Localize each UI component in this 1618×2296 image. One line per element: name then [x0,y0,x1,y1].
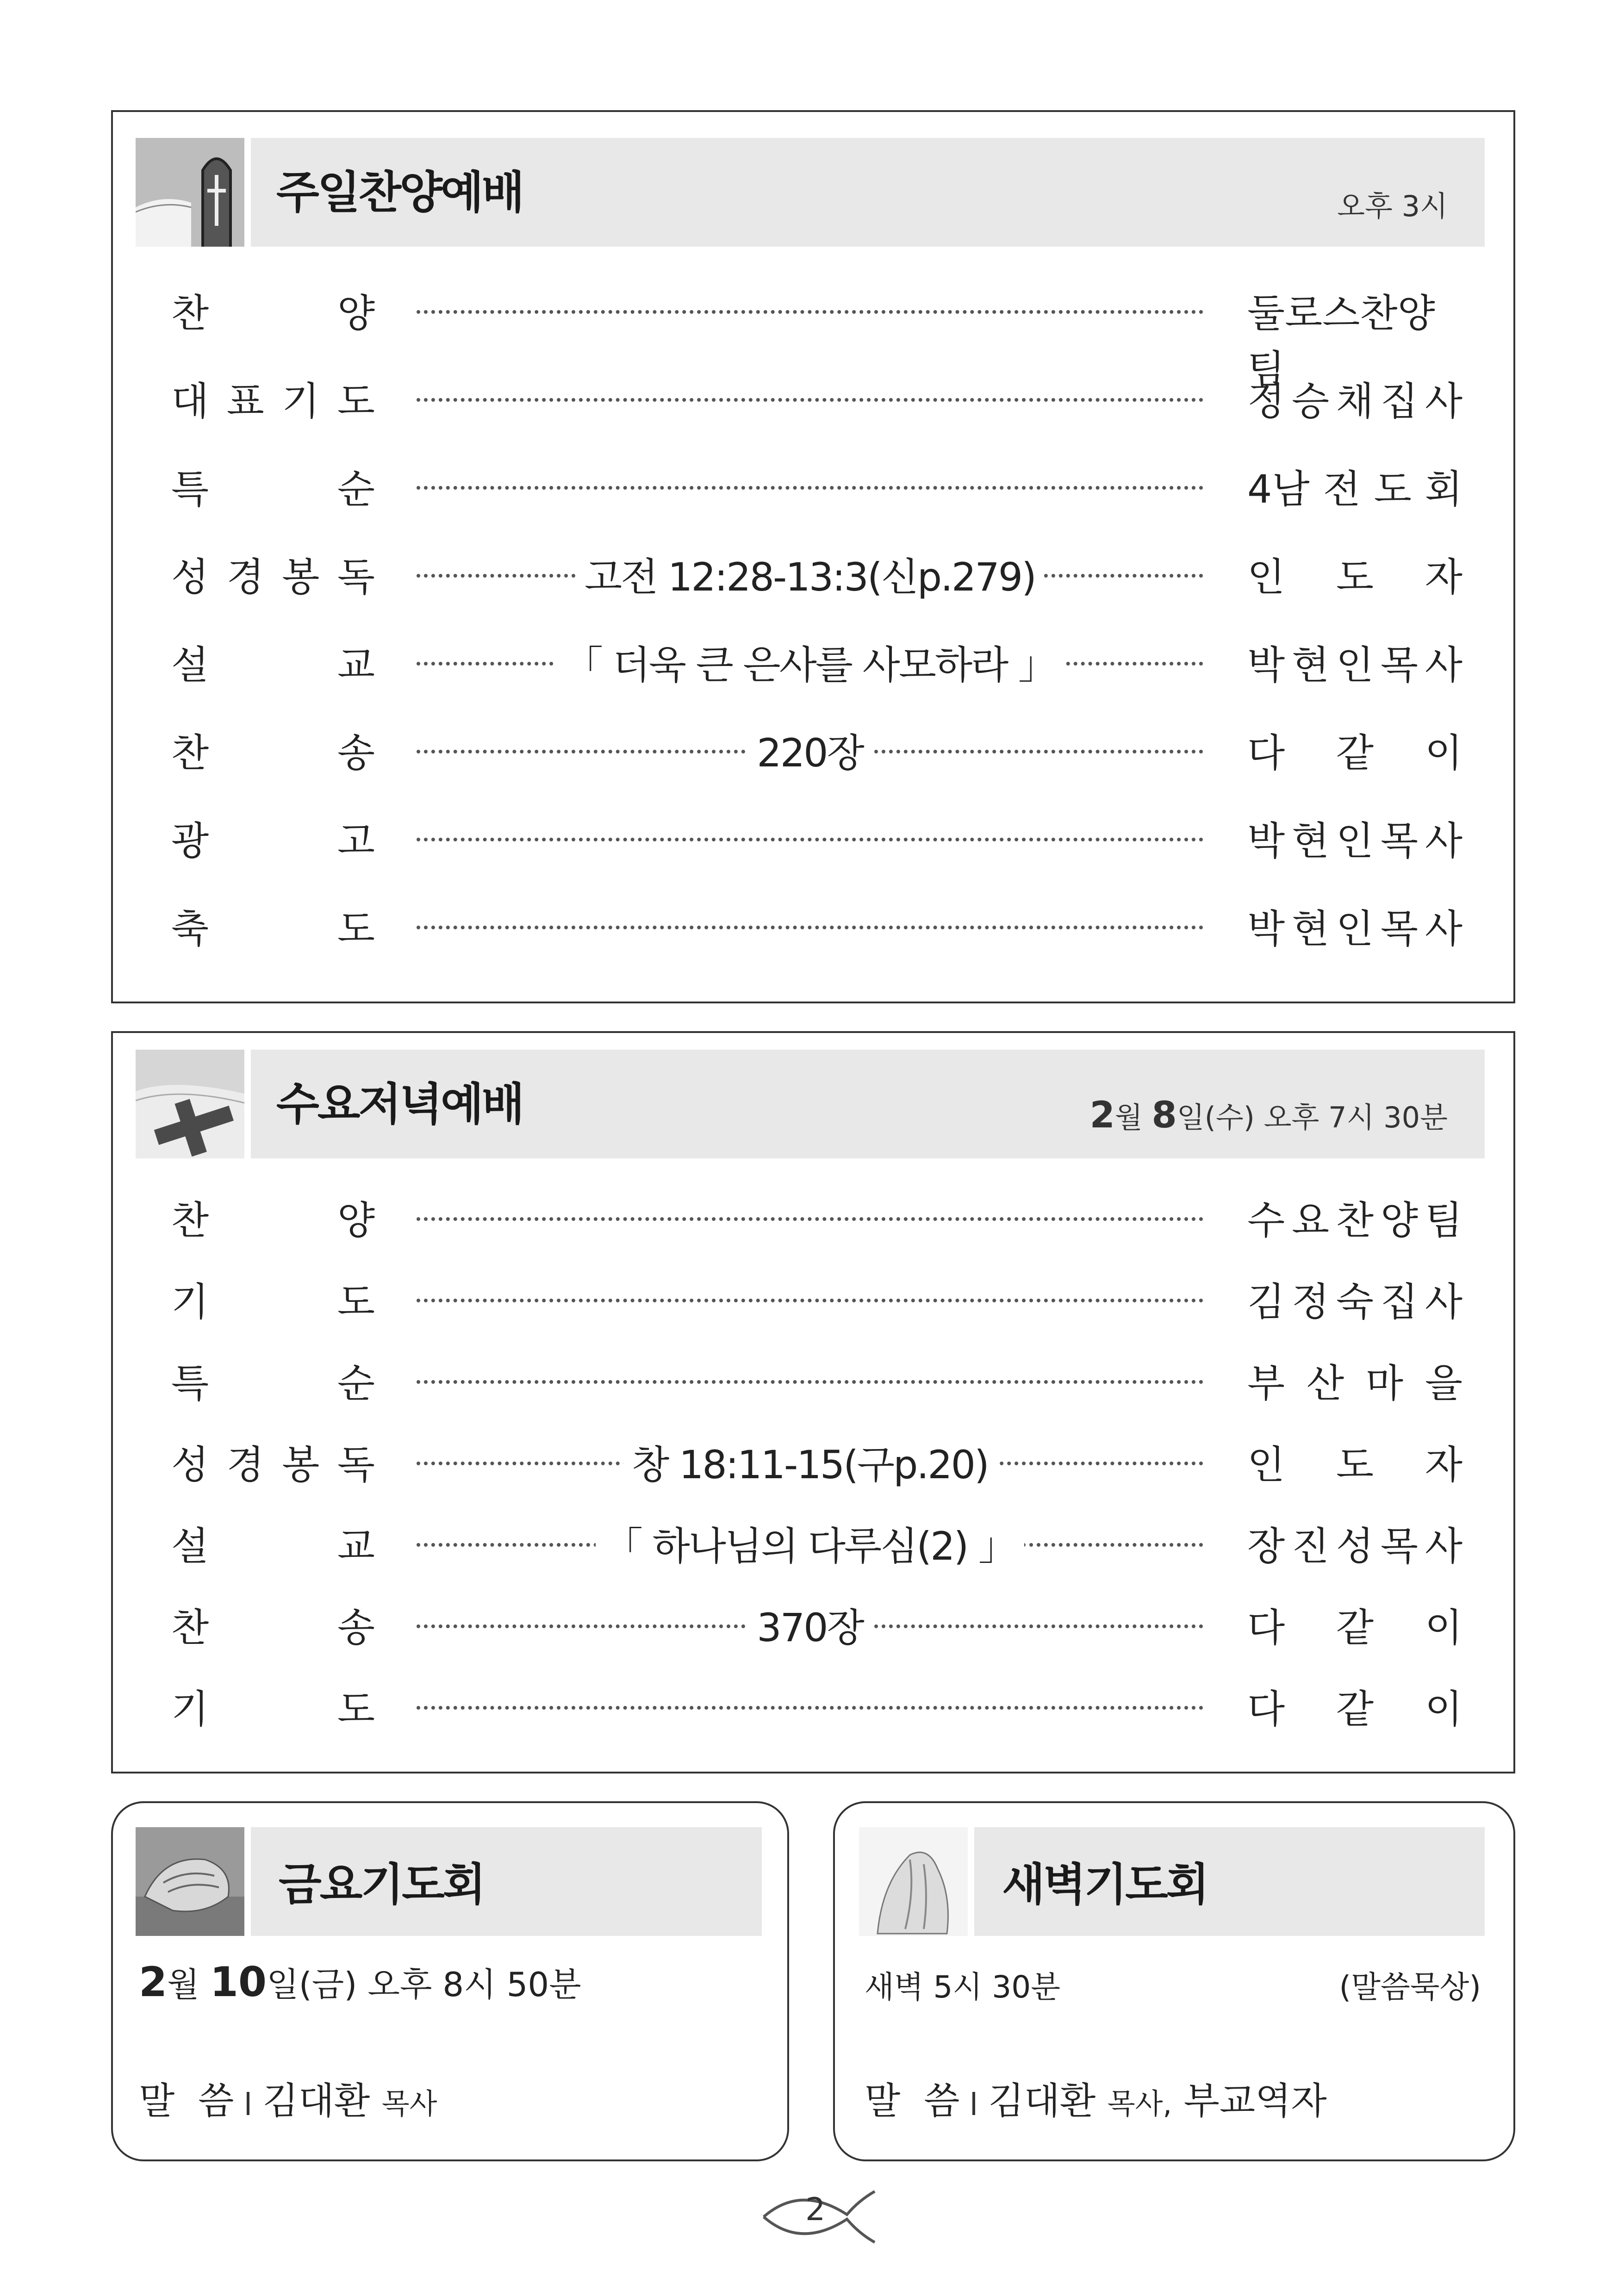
dotted-leader [417,310,1203,314]
order-row [171,458,1467,514]
dawn-prayer-title: 새벽기도회 [1002,1859,1207,1910]
order-detail: 「 하나님의 다루심(2) 」 [417,1515,1203,1571]
order-leader: 박 현 인 목 사 [1247,906,1462,952]
wednesday-title-band [251,1050,1485,1158]
order-label: 특 순 [171,1361,375,1406]
sunday-service-time: 오후 3시 [1337,189,1448,223]
order-leader: 둘로스찬양팀 [1247,291,1435,392]
order-label: 광 고 [171,818,375,864]
order-label: 찬 송 [171,730,375,776]
page-number: 2 [805,2191,826,2228]
order-row [171,1352,1467,1408]
sunday-title-band [251,138,1485,247]
order-row [171,898,1467,953]
order-row [171,1189,1467,1245]
order-label: 찬 송 [171,1605,375,1650]
order-label: 축 도 [171,906,375,952]
folded-hands-photo [859,1827,968,1936]
dawn-prayer-header [859,1827,1485,1936]
order-detail: 고전 12:28-13:3(신p.279) [417,546,1203,602]
friday-title-band [251,1827,762,1936]
order-label: 성 경 봉 독 [171,1442,375,1487]
order-row [171,1515,1467,1571]
dotted-leader [417,926,1203,929]
order-leader: 정 승 채 집 사 [1247,379,1462,424]
dotted-leader [417,1706,1203,1710]
dawn-prayer-speaker: 말 씀 김대환 목사, 부교역자 [865,2079,1327,2122]
dawn-title-band [974,1827,1485,1936]
order-label: 기 도 [171,1686,375,1732]
order-leader: 김 정 숙 집 사 [1247,1279,1462,1325]
wednesday-service-header [136,1050,1485,1158]
order-label: 찬 양 [171,291,375,336]
book-cross-photo [136,138,244,247]
friday-prayer-title: 금요기도회 [279,1859,484,1910]
order-row [171,722,1467,778]
dotted-leader [417,1217,1203,1221]
dawn-prayer-time: 새벽 5시 30분 [865,1969,1060,2005]
order-row [171,1271,1467,1326]
wednesday-service-title: 수요저녁예배 [276,1078,523,1130]
dotted-leader [417,398,1203,402]
order-leader: 4남 전 도 회 [1247,467,1462,512]
order-label: 성 경 봉 독 [171,554,375,600]
dotted-leader [417,486,1203,490]
divider [247,2092,249,2115]
dotted-leader [417,1299,1203,1302]
dotted-leader [417,1380,1203,1384]
wednesday-month: 2 [1089,1095,1115,1136]
wednesday-day: 8 [1151,1095,1177,1136]
order-leader: 박 현 인 목 사 [1247,818,1462,864]
order-label: 대 표 기 도 [171,379,375,424]
order-label: 설 교 [171,642,375,688]
dawn-prayer-note: (말씀묵상) [1339,1969,1481,2005]
sunday-service-header [136,138,1485,247]
order-detail: 「 더욱 큰 은사를 사모하라 」 [417,634,1203,690]
order-leader: 부 산 마 을 [1247,1361,1462,1406]
divider [972,2092,975,2115]
order-row [171,634,1467,690]
sunday-service-title: 주일찬양예배 [276,167,523,218]
order-row [171,810,1467,865]
order-row [171,282,1467,392]
order-label: 기 도 [171,1279,375,1325]
order-row [171,1597,1467,1652]
order-detail: 220장 [417,722,1203,778]
order-leader: 다 같 이 [1247,1605,1462,1650]
order-row [171,370,1467,426]
order-detail: 창 18:11-15(구p.20) [417,1434,1203,1490]
bible-cross-photo [136,1050,244,1158]
dotted-leader [417,838,1203,841]
praying-hands-photo [136,1827,244,1936]
order-leader: 다 같 이 [1247,730,1462,776]
order-leader: 인 도 자 [1247,1442,1462,1487]
page-number-fish [759,2182,879,2252]
order-detail: 370장 [417,1597,1203,1653]
wednesday-service-time: 2월 8일(수) 오후 7시 30분 [1089,1095,1448,1136]
order-leader: 인 도 자 [1247,554,1462,600]
order-row [171,546,1467,602]
order-row [171,1678,1467,1734]
order-label: 설 교 [171,1524,375,1569]
order-leader: 다 같 이 [1247,1686,1462,1732]
order-leader: 수 요 찬 양 팀 [1247,1198,1462,1243]
friday-prayer-time: 2월 10일(금) 오후 8시 50분 [139,1958,581,2006]
friday-prayer-speaker: 말 씀 김대환 목사 [139,2079,437,2122]
friday-prayer-header [136,1827,762,1936]
order-label: 특 순 [171,467,375,512]
order-row [171,1434,1467,1489]
order-leader: 박 현 인 목 사 [1247,642,1462,688]
order-label: 찬 양 [171,1198,375,1243]
order-leader: 장 진 성 목 사 [1247,1524,1462,1569]
